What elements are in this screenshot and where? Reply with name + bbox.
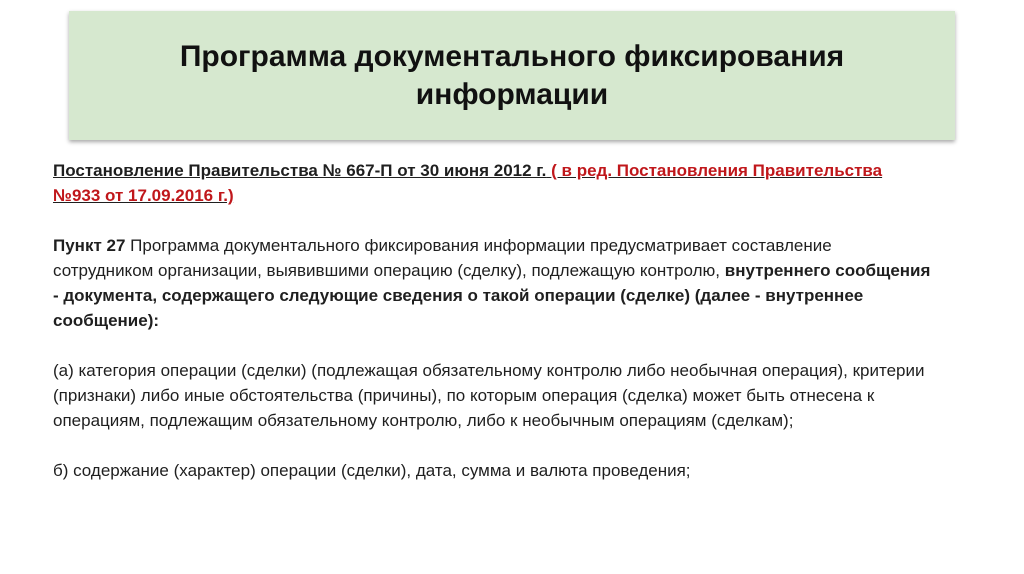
spacer — [53, 433, 933, 458]
reference-line — [53, 158, 933, 208]
clause-paragraph — [53, 233, 933, 333]
clause-label: Пункт 27 — [53, 236, 126, 255]
clause-text: Программа документального фиксирования информации предусматривает составление сотрудником организации, выявившими операцию (сделку), подлежащую контролю, — [53, 236, 832, 280]
title-box — [69, 11, 955, 140]
slide-content — [53, 158, 933, 483]
slide-title: Программа документального фиксирования информации — [179, 39, 845, 111]
spacer — [53, 333, 933, 358]
list-item: б) содержание (характер) операции (сделки), дата, сумма и валюта проведения; — [53, 461, 691, 480]
spacer — [53, 208, 933, 233]
list-item: (а) категория операции (сделки) (подлежащая обязательному контролю либо необычная операция), критерии (признаки) либо иные обстоятельства (причины), по которым операция (сделка) может быть отнесена к операциям, подлежащим обязательному контролю, либо к необычным операциям (сделкам); — [53, 361, 925, 430]
clause-bold-text: внутреннего сообщения - документа, содержащего следующие сведения о такой операции (сделке) (далее - внутреннее сообщение): — [53, 261, 931, 330]
reference-main: Постановление Правительства № 667-П от 30 июня 2012 г. — [53, 161, 547, 180]
reference-amendment: ( в ред. Постановления Правительства №933 от 17.09.2016 г.) — [53, 161, 883, 205]
